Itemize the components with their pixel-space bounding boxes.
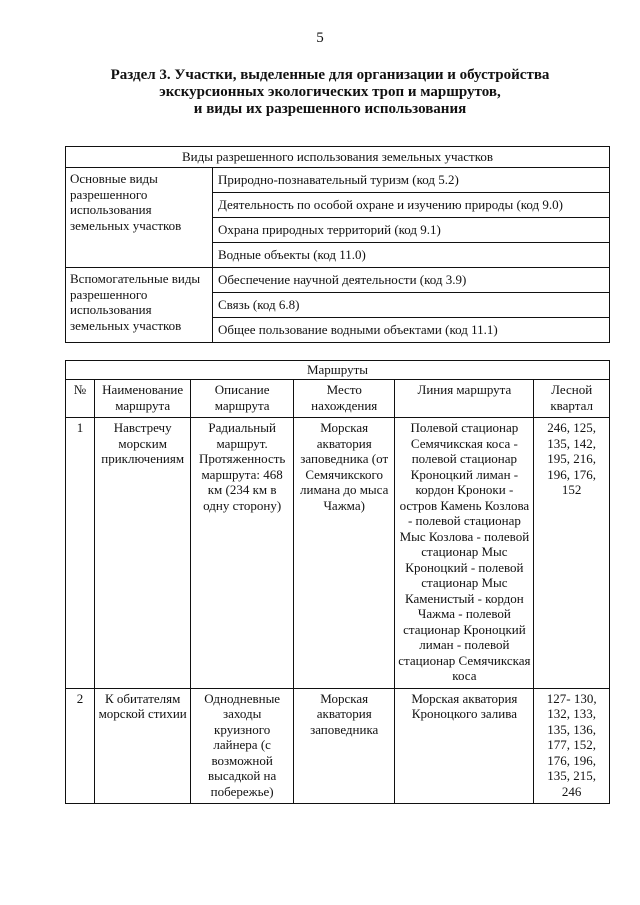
route-line: Полевой стационар Семячикская коса - полевой стационар Кроноцкий лиман - кордон Кроноки - остров Камень Козлова - полевой стационар Мыс Козлова - полевой стационар Мыс Кроноцкий - полевой стационар Мыс Каменистый - кордон Чажма - полевой стационар Кроноцкий лиман - полевой стационар Семячикская коса [395, 418, 534, 689]
route-forest-quarter: 246, 125, 135, 142, 195, 216, 196, 176, 152 [534, 418, 610, 689]
table-row [66, 688, 610, 804]
route-description: Однодневные заходы круизного лайнера (с возможной высадкой на побережье) [191, 688, 294, 804]
routes-table-header: Маршруты [66, 361, 610, 380]
route-description: Радиальный маршрут. Протяженность маршрута: 468 км (234 км в одну сторону) [191, 418, 294, 689]
column-header-route-line: Линия маршрута [395, 380, 534, 418]
column-header-description: Описание маршрута [191, 380, 294, 418]
route-line: Морская акватория Кроноцкого залива [395, 688, 534, 804]
route-number: 1 [66, 418, 95, 689]
aux-use-item: Обеспечение научной деятельности (код 3.9) [213, 268, 610, 293]
main-use-item: Природно-познавательный туризм (код 5.2) [213, 168, 610, 193]
column-header-location: Место нахождения [293, 380, 395, 418]
permitted-uses-table [65, 146, 610, 343]
route-number: 2 [66, 688, 95, 804]
route-name: К обитателям морской стихии [95, 688, 191, 804]
table-row [66, 418, 610, 689]
main-use-item: Охрана природных территорий (код 9.1) [213, 218, 610, 243]
main-use-item: Водные объекты (код 11.0) [213, 243, 610, 268]
main-use-item: Деятельность по особой охране и изучению природы (код 9.0) [213, 193, 610, 218]
column-header-number: № [66, 380, 95, 418]
section-title [80, 67, 580, 118]
main-uses-label: Основные виды разрешенного использования земельных участков [66, 168, 213, 268]
route-name: Навстречу морским приключениям [95, 418, 191, 689]
title-line-2: экскурсионных экологических троп и маршрутов, [159, 84, 501, 100]
column-header-forest-quarter: Лесной квартал [534, 380, 610, 418]
route-location: Морская акватория заповедника [293, 688, 395, 804]
routes-table [65, 360, 610, 804]
uses-table-header: Виды разрешенного использования земельных участков [66, 147, 610, 168]
route-location: Морская акватория заповедника (от Семячикского лимана до мыса Чажма) [293, 418, 395, 689]
title-line-3: и виды их разрешенного использования [193, 101, 467, 117]
column-header-name: Наименование маршрута [95, 380, 191, 418]
title-line-1: Раздел 3. Участки, выделенные для организации и обустройства [110, 67, 550, 83]
route-forest-quarter: 127- 130, 132, 133, 135, 136, 177, 152, 176, 196, 135, 215, 246 [534, 688, 610, 804]
page-number: 5 [316, 30, 324, 46]
aux-use-item: Общее пользование водными объектами (код 11.1) [213, 318, 610, 343]
aux-uses-label: Вспомогательные виды разрешенного использования земельных участков [66, 268, 213, 343]
aux-use-item: Связь (код 6.8) [213, 293, 610, 318]
